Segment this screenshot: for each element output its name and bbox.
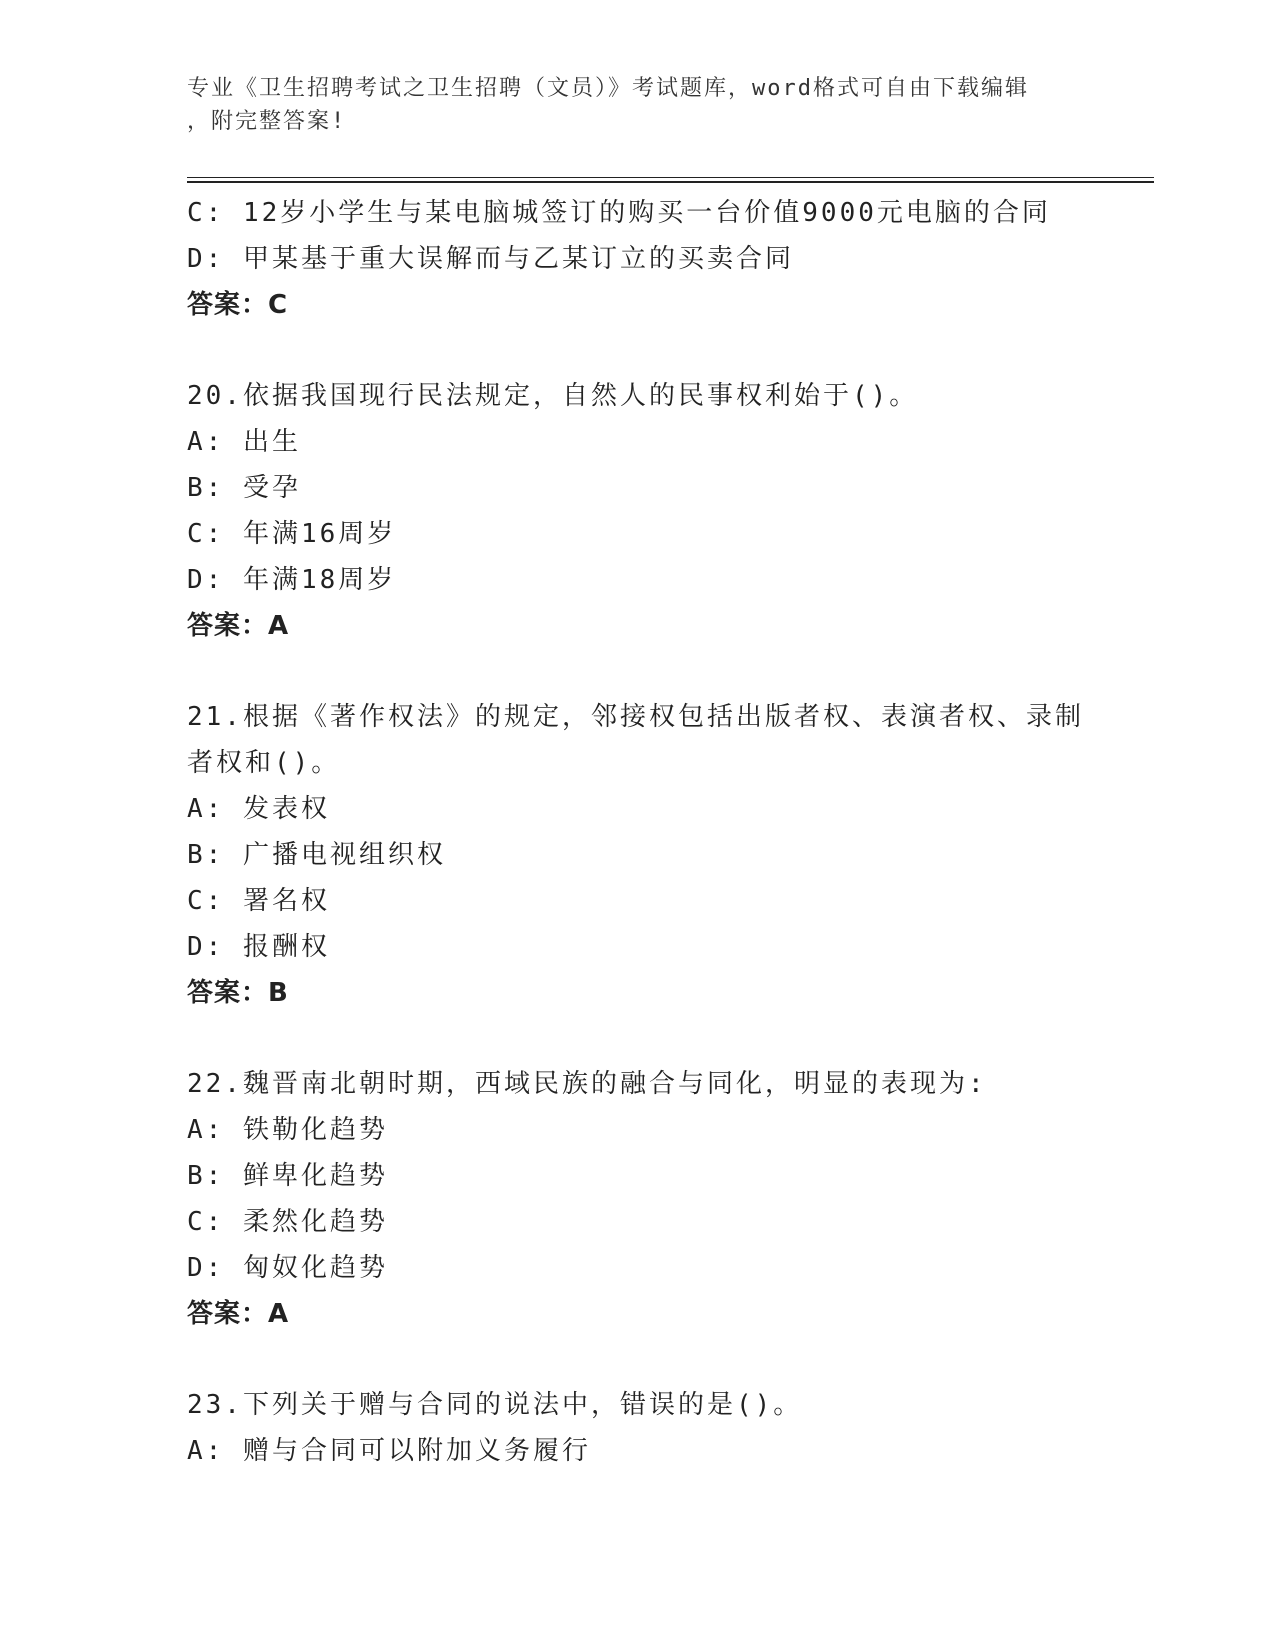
option-c: C: 署名权	[187, 886, 330, 916]
question-stem-line-2: 者权和()。	[187, 748, 341, 778]
option-a: A: 赠与合同可以附加义务履行	[187, 1436, 591, 1466]
option-a: A: 发表权	[187, 794, 330, 824]
option-a: A: 出生	[187, 427, 301, 457]
option-b: B: 广播电视组织权	[187, 840, 446, 870]
header-rule-thin	[187, 177, 1154, 178]
question-19-tail	[187, 190, 1087, 328]
answer-label: 答案：A	[187, 611, 290, 641]
option-d: D: 甲某基于重大误解而与乙某订立的买卖合同	[187, 244, 794, 274]
option-d: D: 年满18周岁	[187, 565, 397, 595]
spacer	[187, 1016, 1087, 1061]
question-22	[187, 1061, 1087, 1337]
spacer	[187, 1337, 1087, 1382]
answer-label: 答案：C	[187, 290, 289, 320]
header-line-1: 专业《卫生招聘考试之卫生招聘（文员）》考试题库，word格式可自由下载编辑	[187, 76, 1029, 101]
option-c: C: 12岁小学生与某电脑城签订的购买一台价值9000元电脑的合同	[187, 198, 1051, 228]
question-stem: 20.依据我国现行民法规定，自然人的民事权利始于()。	[187, 381, 919, 411]
header-line-2: ，附完整答案!	[187, 109, 347, 134]
document-header	[187, 72, 1067, 138]
header-rule-thick	[187, 181, 1154, 183]
question-stem: 23.下列关于赠与合同的说法中，错误的是()。	[187, 1390, 803, 1420]
option-b: B: 受孕	[187, 473, 301, 503]
answer-label: 答案：A	[187, 1299, 290, 1329]
option-c: C: 年满16周岁	[187, 519, 397, 549]
answer-label: 答案：B	[187, 978, 289, 1008]
spacer	[187, 328, 1087, 373]
spacer	[187, 649, 1087, 694]
option-a: A: 铁勒化趋势	[187, 1115, 388, 1145]
question-stem: 22.魏晋南北朝时期，西域民族的融合与同化，明显的表现为:	[187, 1069, 987, 1099]
option-d: D: 匈奴化趋势	[187, 1253, 388, 1283]
option-d: D: 报酬权	[187, 932, 330, 962]
question-21	[187, 694, 1087, 1016]
question-20	[187, 373, 1087, 649]
question-stem-line-1: 21.根据《著作权法》的规定，邻接权包括出版者权、表演者权、录制	[187, 702, 1084, 732]
question-23	[187, 1382, 1087, 1474]
option-b: B: 鲜卑化趋势	[187, 1161, 388, 1191]
option-c: C: 柔然化趋势	[187, 1207, 388, 1237]
question-content	[187, 190, 1087, 1474]
